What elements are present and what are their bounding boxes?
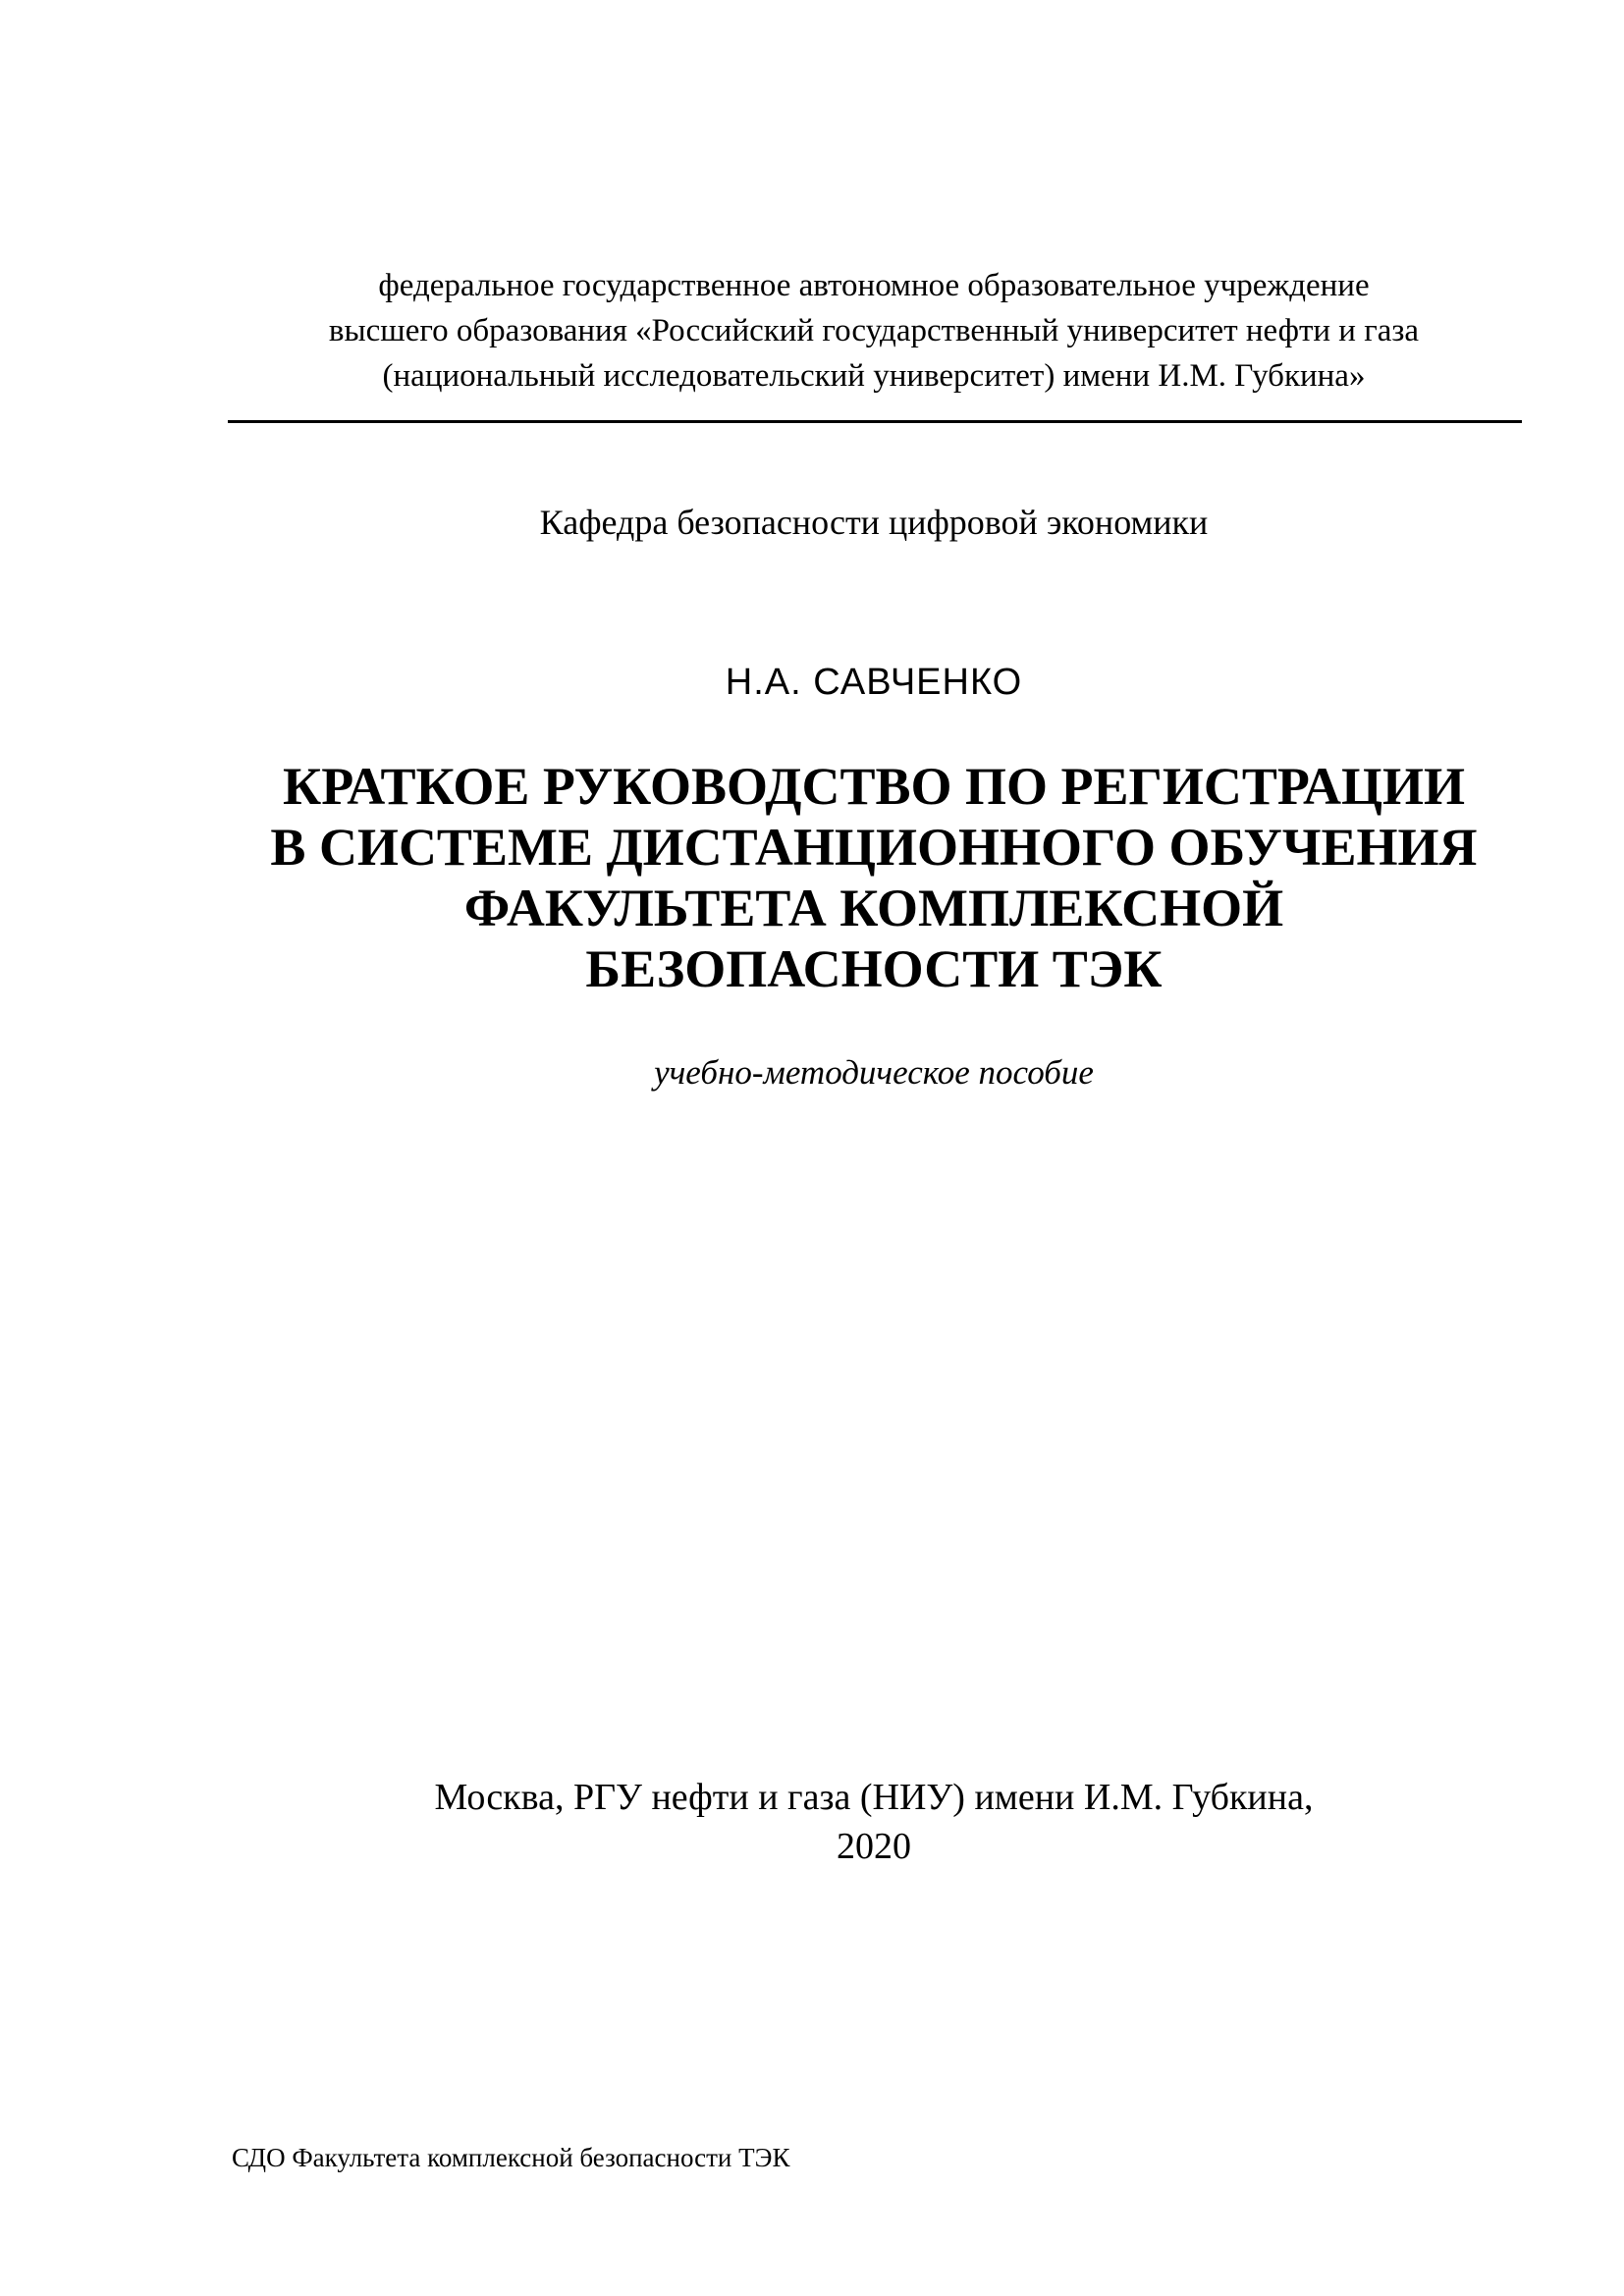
institution-line: федеральное государственное автономное образовательное учреждение	[378, 268, 1370, 303]
title-line: КРАТКОЕ РУКОВОДСТВО ПО РЕГИСТРАЦИИ	[283, 757, 1465, 816]
department-name: Кафедра безопасности цифровой экономики	[539, 503, 1209, 542]
institution-name	[226, 263, 1522, 399]
document-title	[226, 756, 1522, 999]
imprint-place-publisher: Москва, РГУ нефти и газа (НИУ) имени И.М. Губкина,	[434, 1777, 1314, 1818]
document-type: учебно-методическое пособие	[654, 1053, 1094, 1092]
header-divider	[228, 420, 1522, 423]
imprint-year: 2020	[837, 1826, 911, 1867]
institution-line: высшего образования «Российский государственный университет нефти и газа	[328, 313, 1420, 348]
institution-line: (национальный исследовательский университет) имени И.М. Губкина»	[382, 358, 1366, 394]
title-line: В СИСТЕМЕ ДИСТАНЦИОННОГО ОБУЧЕНИЯ	[270, 818, 1478, 877]
imprint	[226, 1773, 1522, 1871]
title-line: ФАКУЛЬТЕТА КОМПЛЕКСНОЙ	[463, 879, 1284, 937]
title-line: БЕЗОПАСНОСТИ ТЭК	[585, 939, 1163, 998]
author-name: Н.А. САВЧЕНКО	[725, 662, 1023, 703]
page-footer: СДО Факультета комплексной безопасности ТЭК	[232, 2143, 790, 2172]
